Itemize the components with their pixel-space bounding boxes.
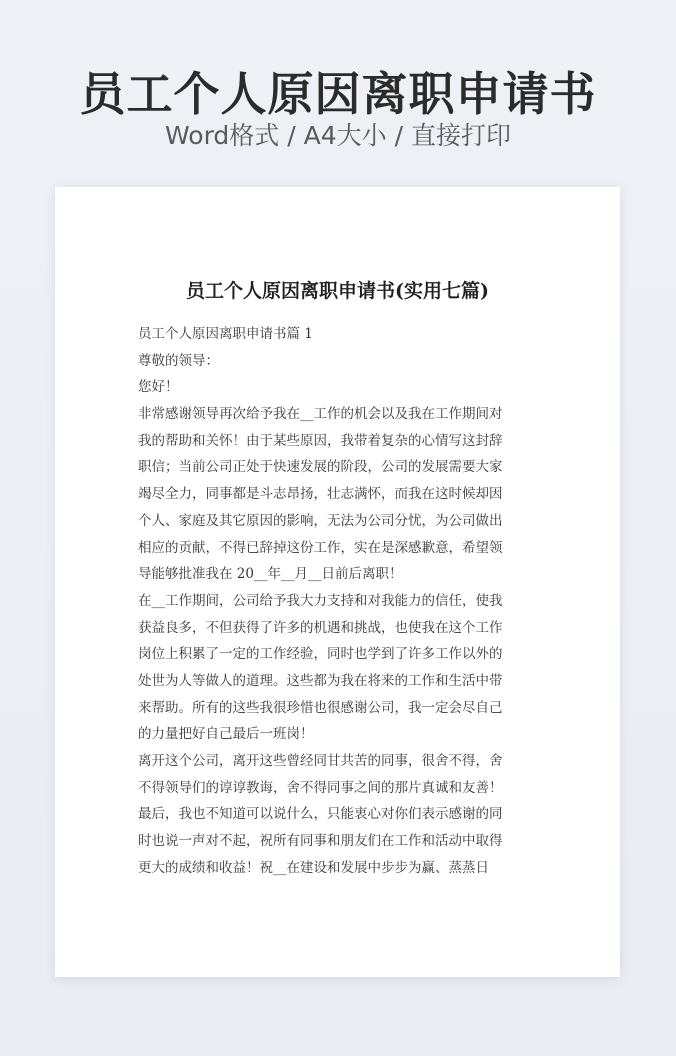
document-title: 员工个人原因离职申请书(实用七篇) [186,280,489,302]
document-line: 员工个人原因离职申请书篇 1 [138,326,313,342]
document-line: 您好！ [138,379,179,396]
document-line: 处世为人等做人的道理。这些都为我在将来的工作和生活中带 [138,672,503,689]
document-line: 不得领导们的谆谆教诲，舍不得同事之间的那片真诚和友善！ [138,779,503,796]
document-line: 来帮助。所有的这些我很珍惜也很感谢公司，我一定会尽自己 [138,699,503,716]
document-line: 离开这个公司，离开这些曾经同甘共苦的同事，很舍不得，舍 [138,753,503,769]
document-line: 导能够批准我在 20__年__月__日前后离职！ [138,566,403,583]
document-line: 尊敬的领导： [138,352,219,369]
document-line: 时也说一声对不起，祝所有同事和朋友们在工作和活动中取得 [138,833,503,850]
document-page [55,187,620,977]
document-body [138,321,538,881]
document-line: 竭尽全力，同事都是斗志昂扬，壮志满怀，而我在这时候却因 [138,486,503,503]
page-title: 员工个人原因离职申请书 [79,67,597,121]
document-line: 个人、家庭及其它原因的影响，无法为公司分忧，为公司做出 [138,512,503,529]
document-line: 相应的贡献，不得已辞掉这份工作，实在是深感歉意，希望领 [138,539,503,556]
document-line: 我的帮助和关怀！由于某些原因，我带着复杂的心情写这封辞 [138,432,503,449]
document-line: 非常感谢领导再次给予我在__工作的机会以及我在工作期间对 [138,406,503,423]
page-subtitle: Word格式 / A4大小 / 直接打印 [165,121,511,150]
document-line: 在__工作期间，公司给予我大力支持和对我能力的信任，使我 [138,592,503,609]
document-line: 获益良多，不但获得了许多的机遇和挑战，也使我在这个工作 [138,619,503,636]
document-line: 的力量把好自己最后一班岗！ [138,726,314,743]
document-line: 更大的成绩和收益！祝__在建设和发展中步步为赢、蒸蒸日 [138,859,489,876]
document-line: 最后，我也不知道可以说什么，只能衷心对你们表示感谢的同 [138,806,503,823]
document-line: 岗位上积累了一定的工作经验，同时也学到了许多工作以外的 [138,646,503,663]
document-line: 职信；当前公司正处于快速发展的阶段，公司的发展需要大家 [138,459,503,476]
